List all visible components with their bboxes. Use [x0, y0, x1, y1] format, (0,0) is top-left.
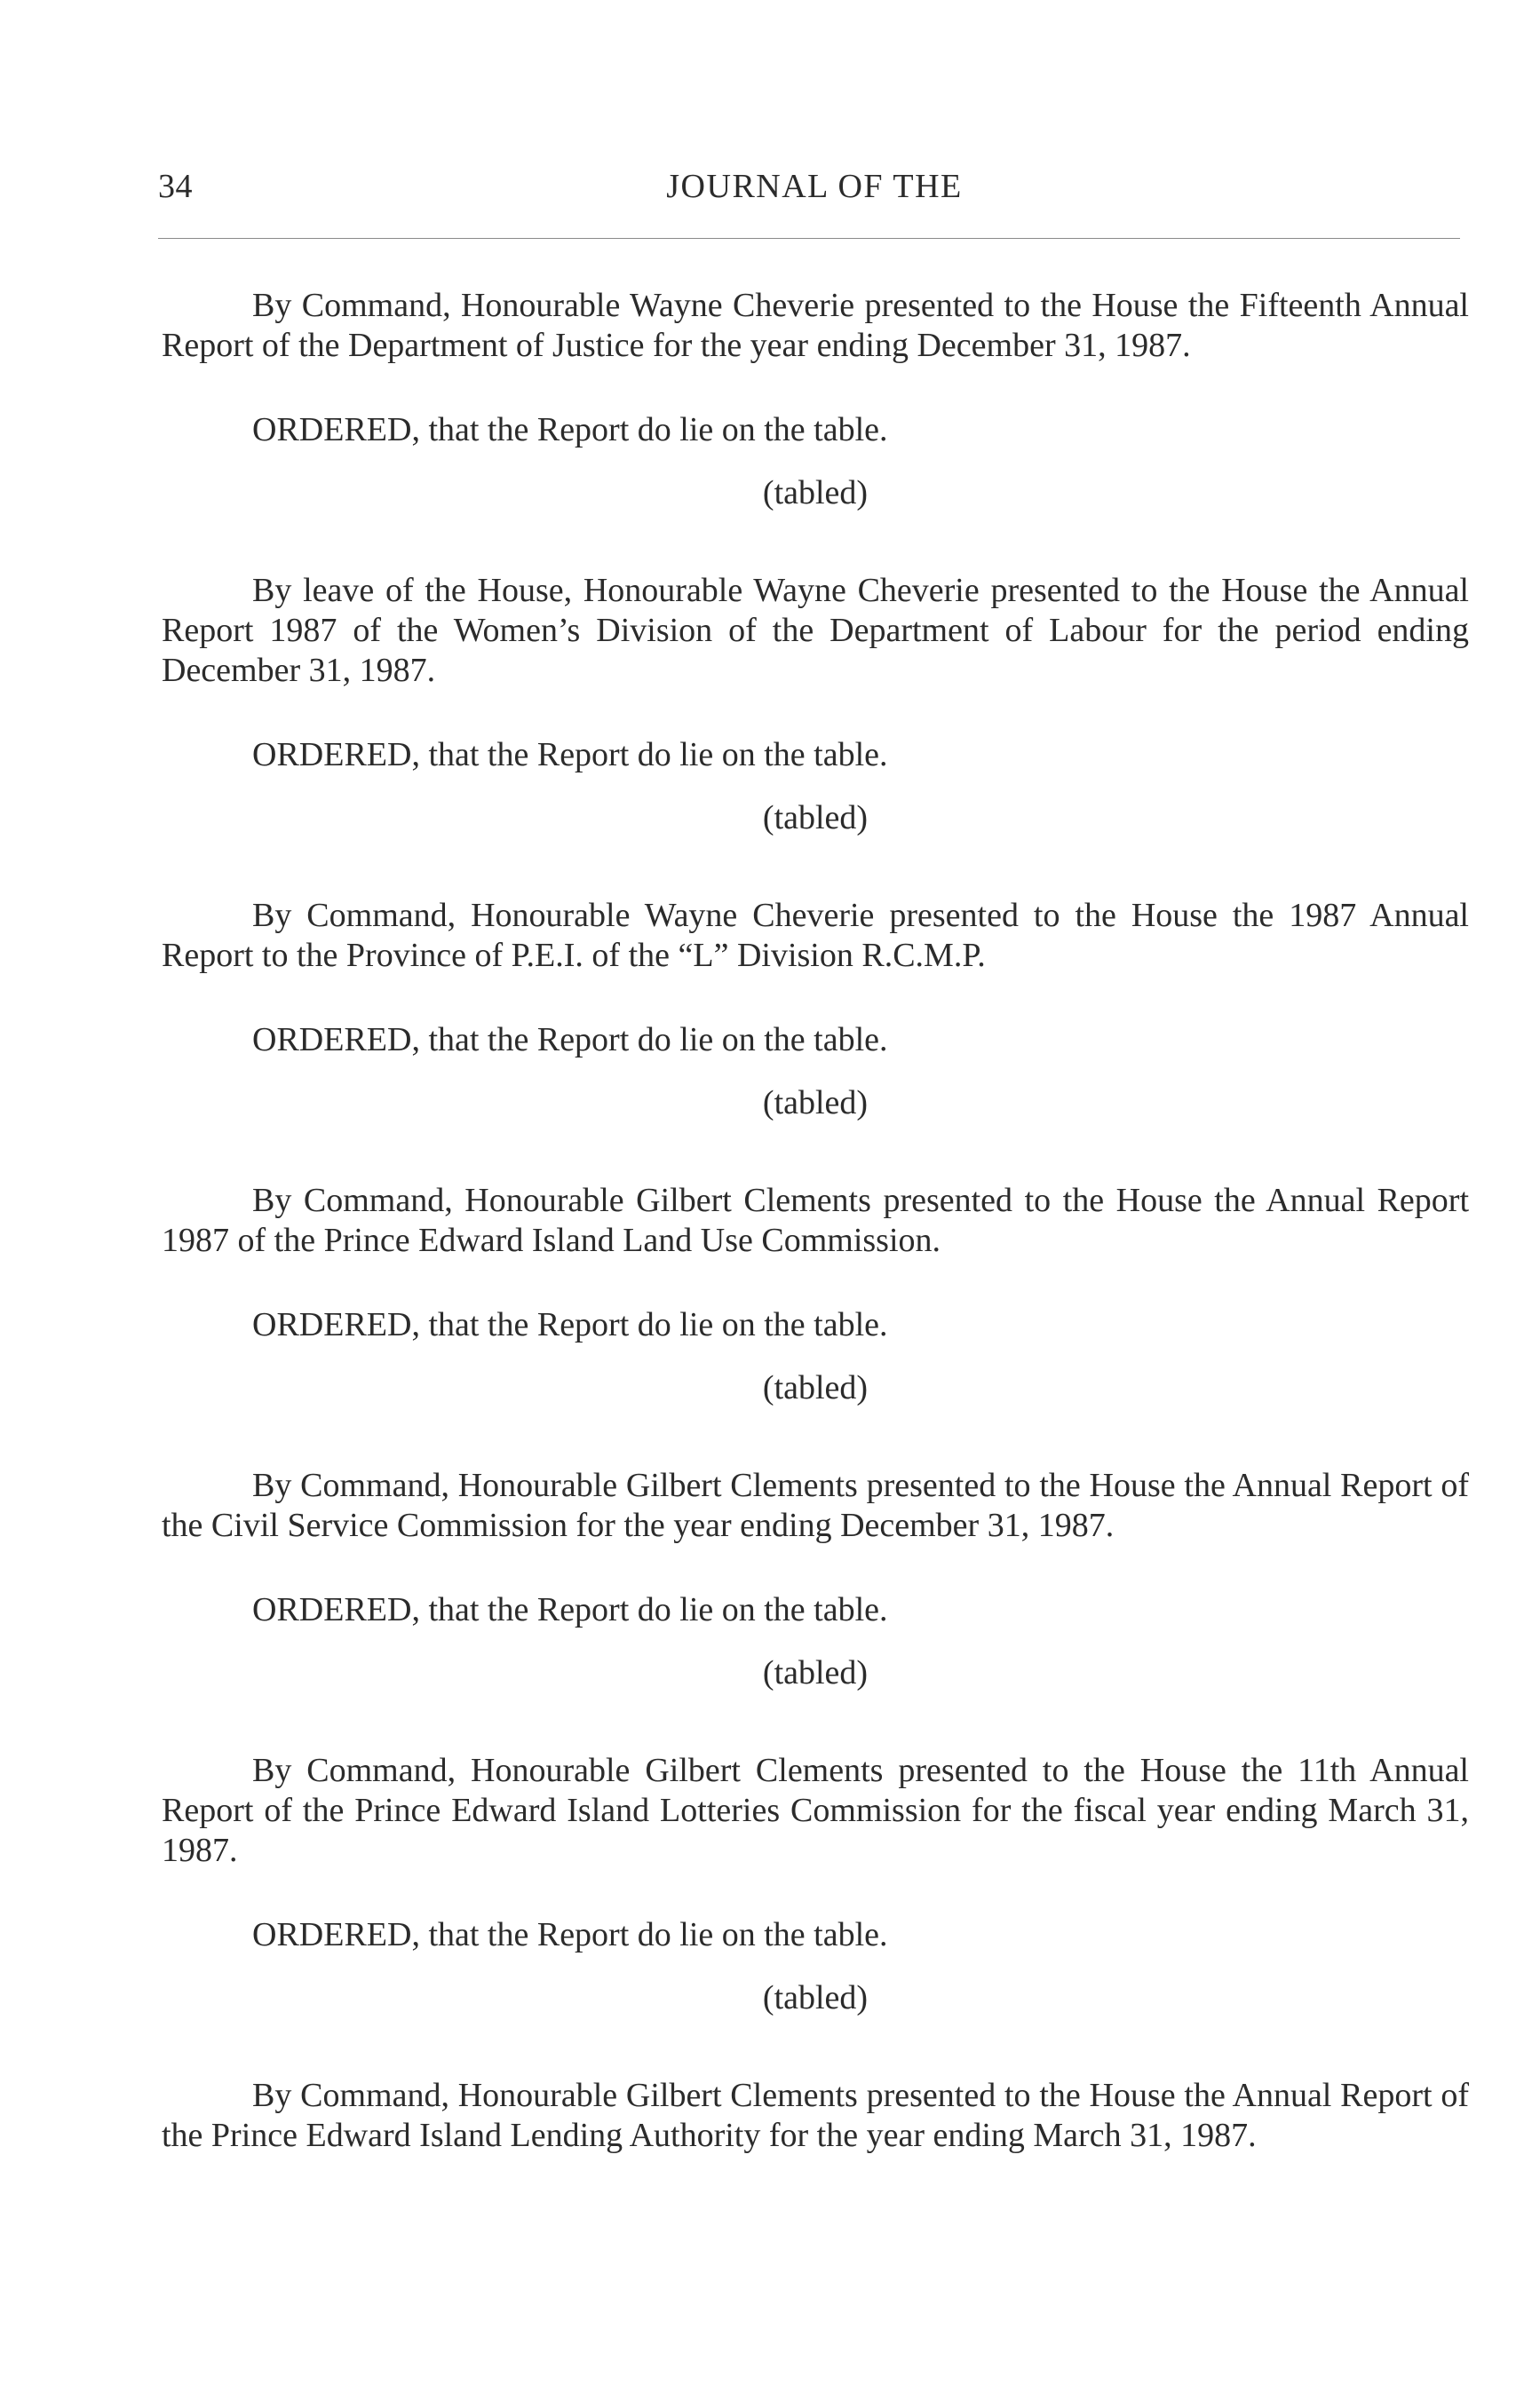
page-number: 34	[158, 168, 193, 205]
entry-rcmp-report	[162, 896, 1469, 1123]
entry-paragraph: By Command, Honourable Gilbert Clements presented to the House the Annual Report of the Civil Service Commission for the year ending December 31, 1987.	[162, 1467, 1469, 1544]
entry-womens-division-report	[162, 571, 1469, 838]
entry-land-use-report	[162, 1181, 1469, 1408]
tabled-note: (tabled)	[762, 1369, 869, 1406]
running-head-title: JOURNAL OF THE	[666, 168, 963, 205]
header-rule	[158, 238, 1460, 239]
order-line: ORDERED, that the Report do lie on the table.	[252, 1021, 888, 1058]
entry-paragraph: By leave of the House, Honourable Wayne Cheverie presented to the House the Annual Report 1987 of the Women’s Division of the Department of Labour for the period ending December 31, 1987.	[162, 572, 1469, 689]
tabled-note: (tabled)	[762, 1654, 869, 1691]
entry-paragraph: By Command, Honourable Gilbert Clements presented to the House the 11th Annual Report of the Prince Edward Island Lotteries Commission for the fiscal year ending March 31, 1987.	[162, 1752, 1469, 1869]
entry-paragraph: By Command, Honourable Gilbert Clements presented to the House the Annual Report 1987 of the Prince Edward Island Land Use Commission.	[162, 1182, 1469, 1259]
entry-paragraph: By Command, Honourable Gilbert Clements presented to the House the Annual Report of the Prince Edward Island Lending Authority for the year ending March 31, 1987.	[162, 2077, 1469, 2154]
journal-body	[162, 286, 1469, 2156]
entry-paragraph: By Command, Honourable Wayne Cheverie presented to the House the Fifteenth Annual Report of the Department of Justice for the year ending December 31, 1987.	[162, 287, 1469, 364]
entry-lotteries-report	[162, 1751, 1469, 2018]
entry-paragraph: By Command, Honourable Wayne Cheverie presented to the House the 1987 Annual Report to the Province of P.E.I. of the “L” Division R.C.M.P.	[162, 897, 1469, 974]
order-line: ORDERED, that the Report do lie on the table.	[252, 736, 888, 773]
tabled-note: (tabled)	[762, 474, 869, 511]
tabled-note: (tabled)	[762, 1084, 869, 1121]
order-line: ORDERED, that the Report do lie on the table.	[252, 411, 888, 448]
entry-lending-authority-report	[162, 2076, 1469, 2156]
order-line: ORDERED, that the Report do lie on the table.	[252, 1591, 888, 1628]
entry-civil-service-report	[162, 1466, 1469, 1693]
order-line: ORDERED, that the Report do lie on the table.	[252, 1306, 888, 1343]
tabled-note: (tabled)	[762, 1979, 869, 2016]
order-line: ORDERED, that the Report do lie on the table.	[252, 1916, 888, 1953]
tabled-note: (tabled)	[762, 799, 869, 836]
entry-justice-report	[162, 286, 1469, 513]
